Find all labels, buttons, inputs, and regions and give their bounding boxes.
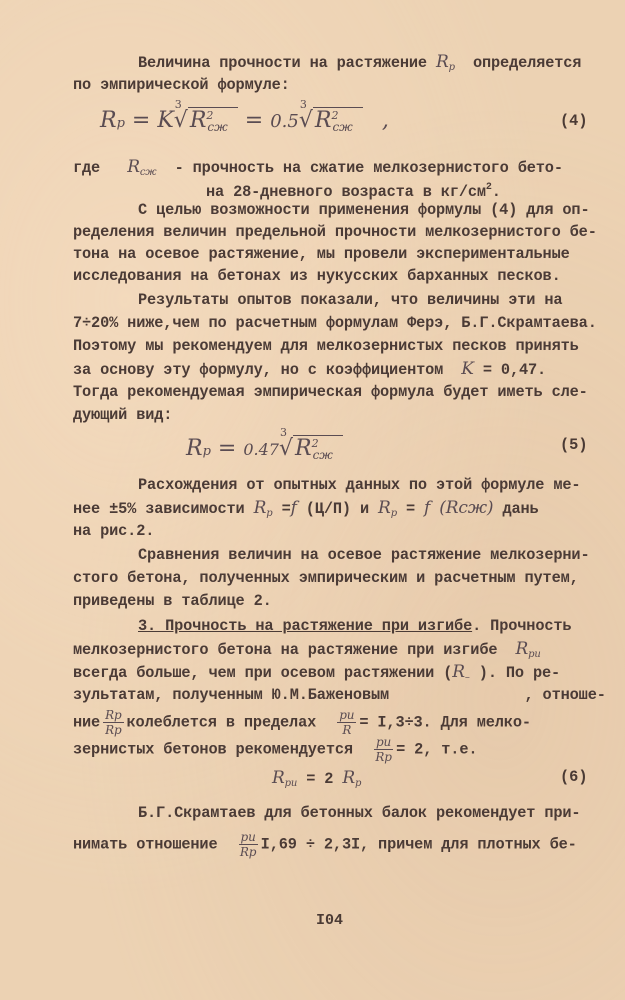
text: (Ц/П) и (305, 500, 369, 518)
text-line (73, 75, 593, 95)
text: = 0,47. (482, 361, 547, 379)
symbol-Rsz: $R_{сж}$ (127, 157, 157, 178)
symbol-R: $R_-$ (452, 662, 470, 683)
text-line (73, 359, 593, 380)
symbol-Rpu: $R_{pu}$ (515, 639, 541, 660)
symbol-Rp: $R_p$ (253, 498, 273, 519)
fraction-Rpu-Rp: $\frac{pu}{Rp}$ (375, 735, 392, 764)
text-line: Результаты опытов показали, что величины эти на (138, 291, 563, 309)
text-line (138, 616, 625, 636)
text-line: на 28-дневного возраста в $кг/см^2$. (206, 182, 501, 201)
text: где (73, 159, 101, 177)
text: - прочность на сжатие мелкозернистого бето- (174, 159, 563, 177)
text: , отноше- (524, 686, 606, 704)
text: дань (502, 500, 539, 518)
text-line: Поэтому мы рекомендуем для мелкозернистых песков принять (73, 337, 579, 355)
text: всегда больше, чем при осевом растяжении ( (73, 664, 453, 682)
equation-5: Rp = 0.47 3 $√R^2сж$ (186, 436, 343, 461)
equation-4: Rp = K 3 $√R^2сж = 0.5$ 3 $√R^2сж$ , (100, 98, 389, 134)
symbol-Rp: $R_p$ (435, 52, 455, 73)
text-line: нее ±5% зависимости $R_p =f$ (Ц/П) и $R_p = f$ (Rсж) дань (73, 498, 539, 519)
equation-number: (4) (560, 112, 588, 130)
text-line: Тогда рекомендуемая эмпирическая формула будет иметь сле- (73, 383, 588, 401)
page-number: I04 (316, 912, 344, 929)
text-line: на рис.2. (73, 522, 155, 540)
text: = 2, т.е. (396, 740, 478, 759)
cube-root: 3 $√R^2сж$ (299, 108, 363, 133)
text: ). По ре- (478, 664, 561, 682)
text-line: стого бетона, полученных эмпирическим и расчетным путем, (73, 569, 579, 587)
text: нее ±5% зависимости (73, 500, 245, 518)
text-line (73, 685, 606, 705)
fraction-Rpu-R: $\frac{pu}{R}$ (339, 708, 355, 737)
text: . Прочность (472, 617, 572, 635)
text: нимать отношение (73, 835, 218, 854)
text-line: Б.Г.Скрамтаев для бетонных балок рекомендует при- (138, 804, 581, 822)
text-line: тона на осевое растяжение, мы провели экспериментальные (73, 245, 570, 263)
text: за основу эту формулу, но с коэффициентом (73, 361, 444, 379)
text-line: 7÷20% ниже,чем по расчетным формулам Ферэ, Б.Г.Скрамтаева. (73, 314, 597, 332)
text: I,69 ÷ 2,3I, причем для плотных бе- (260, 835, 577, 854)
text: мелкозернистого бетона на растяжение при изгибе (73, 641, 498, 659)
section-heading: 3. Прочность на растяжение при изгибе (138, 617, 473, 635)
text-line (73, 830, 593, 859)
symbol-Rp: $R_p$ (342, 768, 362, 789)
symbol-Rpu: $R_{pu}$ (272, 768, 298, 789)
text: зернистых бетонов рекомендуется (73, 740, 353, 759)
text: Величина прочности на растяжение (138, 54, 427, 72)
cube-root: 3 $√R^2сж$ (279, 436, 343, 461)
text: ние (73, 713, 101, 732)
text: по эмпирической формуле: (73, 76, 290, 94)
text-line: приведены в таблице 2. (73, 592, 272, 610)
text-line (73, 708, 593, 737)
symbol-Rp: $R_p$ (378, 498, 397, 519)
text-line: Расхождения от опытных данных по этой формуле ме- (138, 476, 581, 494)
text-line: С целью возможности применения формулы (4) для оп- (138, 201, 590, 219)
equation-number: (6) (560, 768, 588, 786)
text: = I,3÷3. Для мелко- (359, 713, 531, 732)
text-line: дующий вид: (73, 406, 173, 424)
text-line: исследования на бетонах из нукусских барханных песков. (73, 267, 561, 285)
equation-6: $R_{pu} = 2$ $R_p$ (272, 768, 362, 789)
text: на 28-дневного возраста в кг/см (206, 183, 486, 201)
equation-number: (5) (560, 436, 588, 454)
text-line: Сравнения величин на осевое растяжение мелкозерни- (138, 546, 590, 564)
symbol-K: K (461, 359, 474, 379)
text-line (73, 735, 593, 764)
fraction-Rpu-Rp: $\frac{pu}{Rp}$ (239, 830, 257, 859)
cube-root: 3 $√R^2сж$ (174, 108, 238, 133)
fraction-Rpu-Rp: $\frac{Rp}{Rp}$ (105, 708, 122, 737)
text: зультатам, полученным Ю.М.Баженовым (73, 686, 390, 704)
text: колеблется в пределах (126, 713, 317, 732)
text-line: ределения величин предельной прочности мелкозернистого бе- (73, 223, 597, 241)
text: определяется (472, 54, 582, 72)
